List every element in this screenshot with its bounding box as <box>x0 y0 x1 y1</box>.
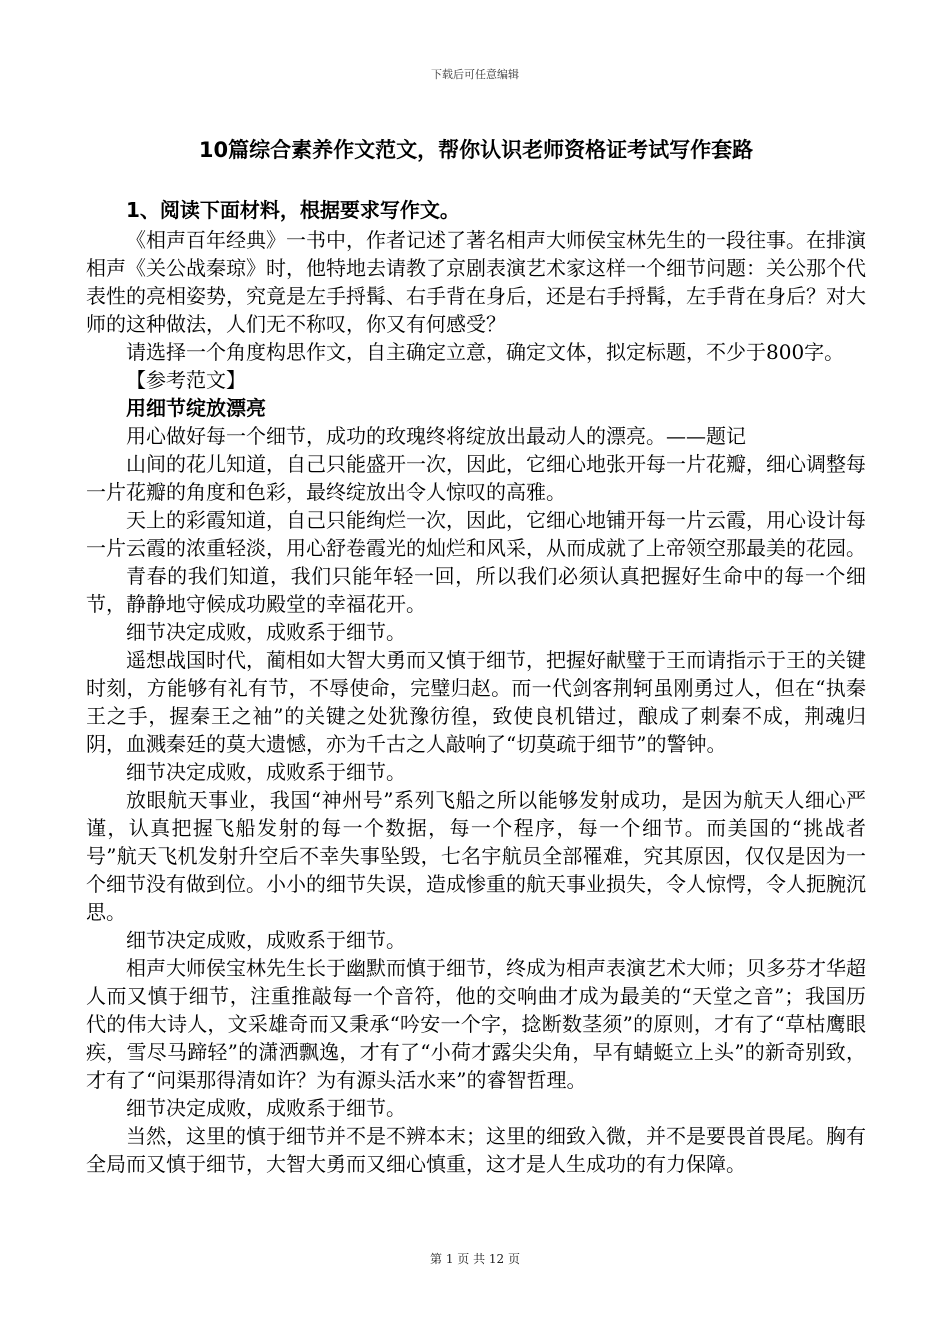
essay-paragraph: 当然，这里的慎于细节并不是不辨本末；这里的细致入微，并不是要畏首畏尾。胸有全局而又慎于细节，大智大勇而又细心慎重，这才是人生成功的有力保障。 <box>86 1124 866 1176</box>
essay-paragraph: 青春的我们知道，我们只能年轻一回，所以我们必须认真把握好生命中的每一个细节，静静地守候成功殿堂的幸福花开。 <box>86 564 866 616</box>
page-footer: 第 1 页 共 12 页 <box>430 1252 520 1266</box>
essay-title: 用细节绽放漂亮 <box>126 396 266 420</box>
essay-paragraph: 山间的花儿知道，自己只能盛开一次，因此，它细心地张开每一片花瓣，细心调整每一片花瓣的角度和色彩，最终绽放出令人惊叹的高雅。 <box>86 452 866 504</box>
document-body <box>86 196 866 1178</box>
essay-refrain: 细节决定成败，成败系于细节。 <box>126 760 406 784</box>
question-heading: 1、阅读下面材料，根据要求写作文。 <box>126 198 460 222</box>
document-title: 10篇综合素养作文范文，帮你认识老师资格证考试写作套路 <box>198 138 754 162</box>
essay-refrain: 细节决定成败，成败系于细节。 <box>126 1096 406 1120</box>
essay-refrain: 细节决定成败，成败系于细节。 <box>126 928 406 952</box>
essay-paragraph: 相声大师侯宝林先生长于幽默而慎于细节，终成为相声表演艺术大师；贝多芬才华超人而又慎于细节，注重推敲每一个音符，他的交响曲才成为最美的“天堂之音”；我国历代的伟大诗人，文采雄奇而又秉承“吟安一个字，捻断数茎须”的原则，才有了“草枯鹰眼疾，雪尽马蹄轻”的潇洒飘逸，才有了“小荷才露尖尖角，早有蜻蜓立上头”的新奇别致，才有了“问渠那得清如许？为有源头活水来”的睿智哲理。 <box>86 956 866 1092</box>
requirement-paragraph: 请选择一个角度构思作文，自主确定立意，确定文体，拟定标题，不少于800字。 <box>126 340 845 364</box>
essay-paragraph: 天上的彩霞知道，自己只能绚烂一次，因此，它细心地铺开每一片云霞，用心设计每一片云霞的浓重轻淡，用心舒卷霞光的灿烂和风采，从而成就了上帝领空那最美的花园。 <box>86 508 866 560</box>
essay-paragraph: 用心做好每一个细节，成功的玫瑰终将绽放出最动人的漂亮。——题记 <box>126 424 746 448</box>
material-paragraph: 《相声百年经典》一书中，作者记述了著名相声大师侯宝林先生的一段往事。在排演相声《关公战秦琼》时，他特地去请教了京剧表演艺术家这样一个细节问题：关公那个代表性的亮相姿势，究竟是左手捋髯、右手背在身后，还是右手捋髯，左手背在身后？对大师的这种做法，人们无不称叹，你又有何感受？ <box>86 228 866 336</box>
reference-label: 【参考范文】 <box>126 368 246 392</box>
essay-refrain: 细节决定成败，成败系于细节。 <box>126 620 406 644</box>
essay-paragraph: 遥想战国时代，蔺相如大智大勇而又慎于细节，把握好献璧于王而请指示于王的关键时刻，方能够有礼有节，不辱使命，完璧归赵。而一代剑客荆轲虽刚勇过人，但在“执秦王之手，握秦王之袖”的关键之处犹豫彷徨，致使良机错过，酿成了刺秦不成，荆魂归阴，血溅秦廷的莫大遗憾，亦为千古之人敲响了“切莫疏于细节”的警钟。 <box>86 648 866 756</box>
essay-paragraph: 放眼航天事业，我国“神州号”系列飞船之所以能够发射成功，是因为航天人细心严谨，认真把握飞船发射的每一个数据，每一个程序，每一个细节。而美国的“挑战者号”航天飞机发射升空后不幸失事坠毁，七名宇航员全部罹难，究其原因，仅仅是因为一个细节没有做到位。小小的细节失误，造成惨重的航天事业损失，令人惊愕，令人扼腕沉思。 <box>86 788 866 924</box>
page-header: 下载后可任意编辑 <box>431 68 519 81</box>
